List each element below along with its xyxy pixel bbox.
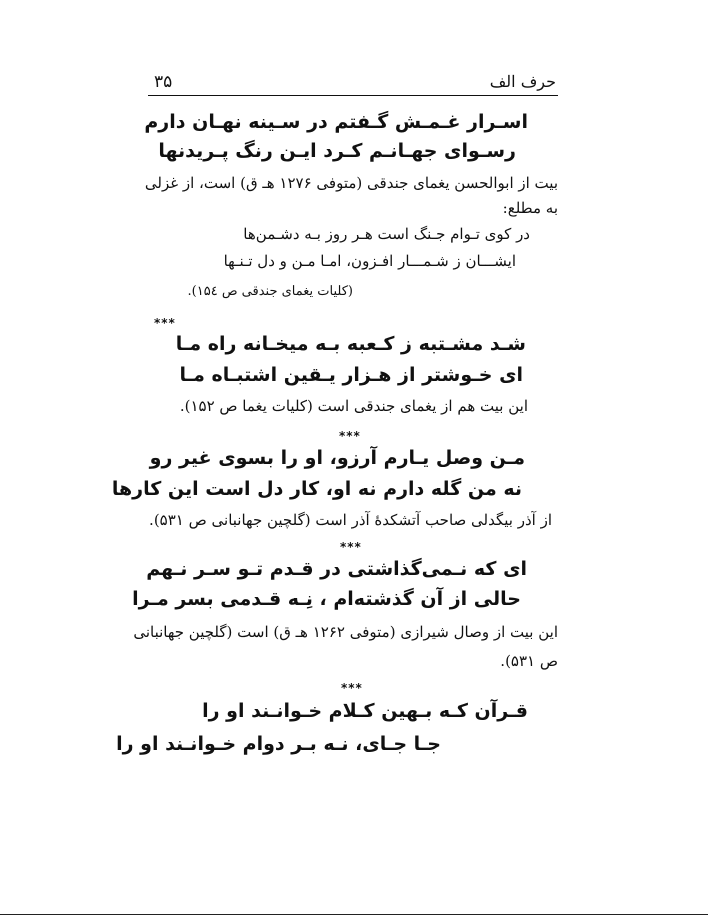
verse-1-line-1: اسـرار غـمـش گـفتم در سـينه نهـان دارم [144,111,528,133]
separator-3: *** [340,540,362,554]
verse-3-line-1: مـن وصل يـارم آرزو، او را بسوی غير رو [149,447,525,469]
header-rule [148,95,558,96]
citation-1: (کليات يغمای جندقی ص ۱۵٤). [187,284,353,299]
citation-4-line-1: اين بيت از وصال شيرازی (متوفی ۱۲۶۲ هـ ق) است (گلچين جهانبانی [133,623,558,641]
section-title: حرف الف [489,72,556,91]
prose-1-line-1: بيت از ابوالحسن يغمای جندقی (متوفی ۱۲۷۶ هـ ق) است، از غزلی [144,174,558,192]
verse-5-line-1: قـرآن کـه بـهين کـلام خـوانـند او را [202,700,528,722]
citation-2: اين بيت هم از يغمای جندقی است (کليات يغما ص ۱۵۲). [179,397,528,415]
separator-1: *** [154,316,176,330]
separator-4: *** [341,681,363,695]
quote-1-line-1: در کوی تـوام جـنگ است هـر روز بـه دشـمن‌ها [243,225,530,243]
verse-2-line-2: ای خـوشتر از هـزار يـقين اشتبـاه مـا [179,364,523,386]
page-number: ۳۵ [154,72,173,92]
verse-5-line-2: جـا جـای، نـه بـر دوام خـوانـند او را [116,733,441,755]
page-bottom-edge [0,914,708,915]
citation-3: از آذر بيگدلی صاحب آتشکدهٔ آذر است (گلچين جهانبانی ص ۵۳۱). [149,511,552,529]
separator-2: *** [339,429,361,443]
quote-1-line-2: ايشـــان ز شـمـــار افـزون، امـا مـن و دل تـنـها [223,252,516,270]
verse-4-line-2: حالی از آن گذشته‌ام ، نِـه قـدمی بسر مـرا [132,588,521,610]
page-header [148,66,558,96]
verse-3-line-2: نه من گله دارم نه او، کار دل است اين کارها [111,478,522,500]
verse-1-line-2: رسـوای جهـانـم کـرد ايـن رنگ پـريدنها [158,140,516,162]
verse-2-line-1: شـد مشـتبه ز کـعبه بـه ميخـانه راه مـا [175,333,526,355]
verse-4-line-1: ای که نـمی‌گذاشتی در قـدم تـو سـر نـهم [146,558,527,580]
prose-1-line-2: به مطلع: [502,199,558,217]
citation-4-line-2: ص ۵۳۱). [500,652,558,670]
